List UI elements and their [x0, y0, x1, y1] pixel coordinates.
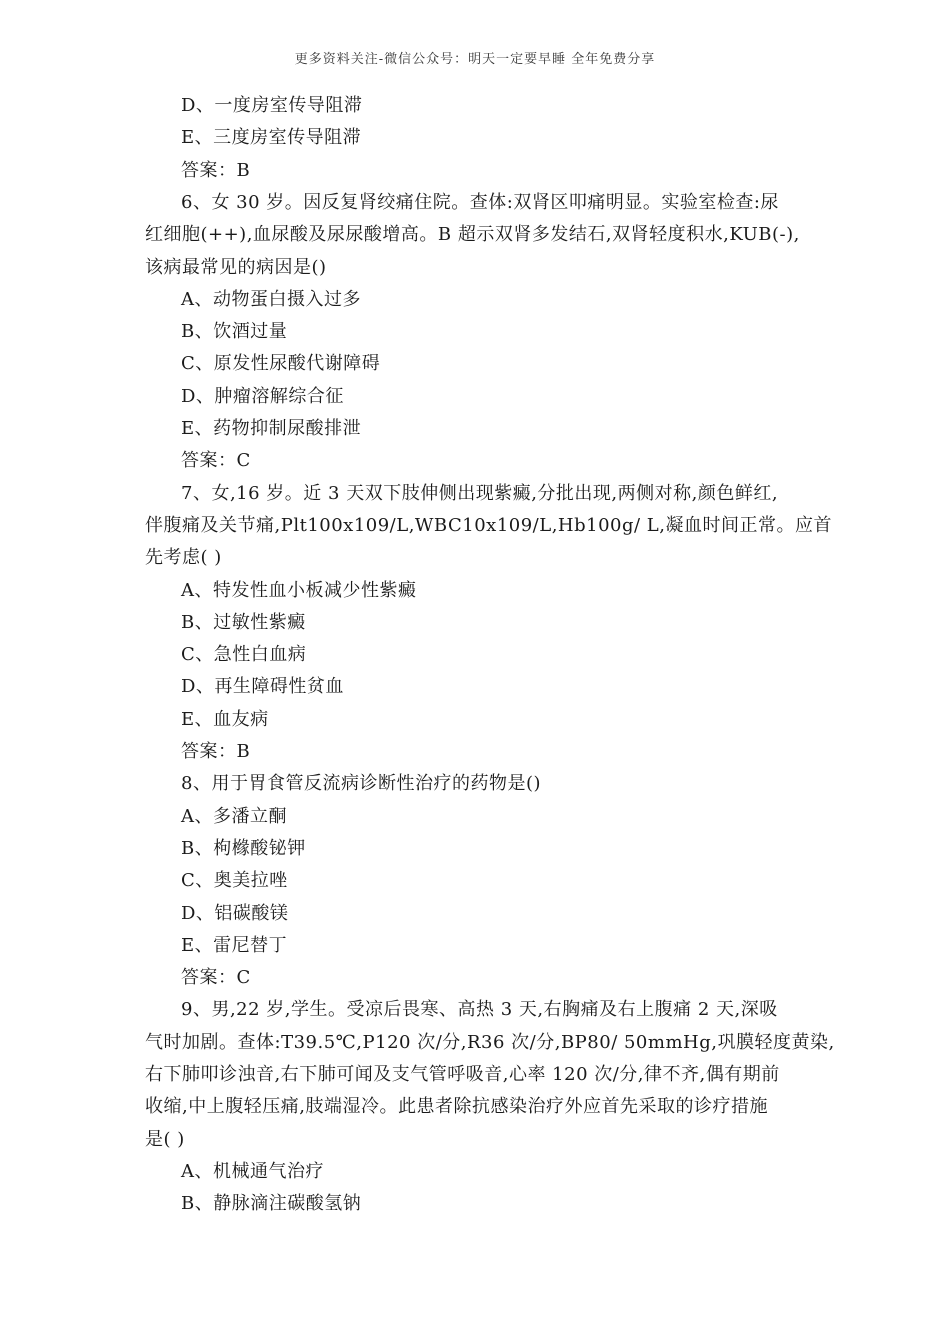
- text-line: E、三度房室传导阻滞: [181, 127, 362, 149]
- text-line: B、枸橼酸铋钾: [181, 837, 306, 859]
- text-line: 6、女 30 岁。因反复肾绞痛住院。查体:双肾区叩痛明显。实验室检查:尿: [181, 191, 779, 213]
- text-line: 7、女,16 岁。近 3 天双下肢伸侧出现紫癜,分批出现,两侧对称,颜色鲜红,: [181, 482, 779, 504]
- text-line: 气时加剧。查体:T39.5℃,P120 次/分,R36 次/分,BP80/ 50mmHg,巩膜轻度黄染,: [145, 1031, 835, 1053]
- text-line: A、动物蛋白摄入过多: [181, 288, 361, 310]
- text-line: D、一度房室传导阻滞: [181, 95, 363, 116]
- text-line: B、饮酒过量: [181, 321, 288, 343]
- text-line: 红细胞(++),血尿酸及尿尿酸增高。B 超示双肾多发结石,双肾轻度积水,KUB(-),: [145, 224, 800, 246]
- text-line: D、肿瘤溶解综合征: [181, 385, 344, 407]
- text-line: 是( ): [145, 1128, 185, 1150]
- text-line: 答案：B: [181, 741, 251, 762]
- text-line: D、铝碳酸镁: [181, 902, 289, 924]
- text-line: C、奥美拉唑: [181, 870, 288, 892]
- text-line: 8、用于胃食管反流病诊断性治疗的药物是(): [181, 773, 541, 795]
- text-line: 先考虑( ): [145, 547, 222, 569]
- text-line: E、药物抑制尿酸排泄: [181, 418, 362, 439]
- text-line: 9、男,22 岁,学生。受凉后畏寒、高热 3 天,右胸痛及右上腹痛 2 天,深吸: [181, 999, 778, 1021]
- text-line: 收缩,中上腹轻压痛,肢端湿冷。此患者除抗感染治疗外应首先采取的诊疗措施: [145, 1096, 768, 1118]
- text-line: 答案：C: [181, 450, 251, 472]
- text-line: A、多潘立酮: [181, 805, 287, 827]
- text-line: 右下肺叩诊浊音,右下肺可闻及支气管呼吸音,心率 120 次/分,律不齐,偶有期前: [145, 1064, 780, 1085]
- page-header: 更多资料关注-微信公众号：明天一定要早睡 全年免费分享: [294, 52, 656, 67]
- text-line: E、雷尼替丁: [181, 934, 288, 956]
- text-line: E、血友病: [181, 708, 269, 730]
- text-line: D、再生障碍性贫血: [181, 676, 344, 698]
- text-line: A、特发性血小板减少性紫癜: [181, 579, 417, 601]
- text-line: B、过敏性紫癜: [181, 611, 306, 633]
- text-line: 伴腹痛及关节痛,Plt100x109/L,WBC10x109/L,Hb100g/ L,凝血时间正常。应首: [145, 514, 832, 536]
- text-line: 该病最常见的病因是(): [145, 256, 327, 278]
- text-line: C、原发性尿酸代谢障碍: [181, 353, 381, 375]
- text-line: 答案：C: [181, 967, 251, 989]
- text-line: A、机械通气治疗: [181, 1160, 324, 1182]
- text-line: B、静脉滴注碳酸氢钠: [181, 1193, 362, 1215]
- text-line: C、急性白血病: [181, 644, 307, 666]
- text-line: 答案：B: [181, 159, 251, 181]
